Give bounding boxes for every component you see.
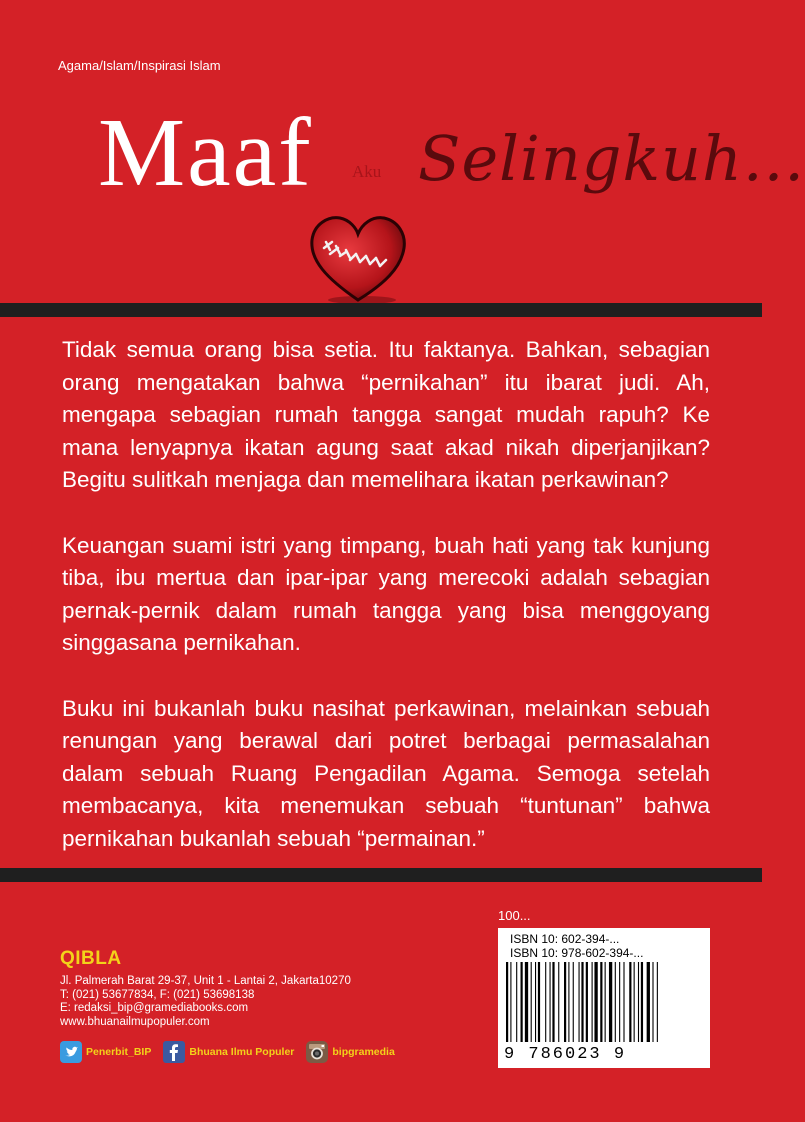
publisher-website: www.bhuanailmupopuler.com: [60, 1015, 210, 1028]
isbn-10-line: ISBN 10: 602-394-...: [510, 932, 620, 946]
barcode-icon: [502, 962, 706, 1048]
top-dark-band: [0, 303, 762, 317]
publisher-email: E: redaksi_bip@gramediabooks.com: [60, 1002, 249, 1014]
social-links: [60, 1040, 407, 1064]
publisher-logo: QIBLA: [60, 948, 122, 969]
blurb-paragraph-1: Tidak semua orang bisa setia. Itu faktanya. Bahkan, sebagian orang mengatakan bahwa “pernikahan” itu ibarat judi. Ah, mengapa sebagian rumah tangga sangat mudah rapuh? Ke mana lenyapnya ikatan agung saat akad nikah diperjanjikan? Begitu sulitkah menjaga dan memelihara ikatan perkawinan?: [62, 337, 710, 492]
facebook-icon: [163, 1041, 185, 1063]
publisher-contact: [60, 975, 351, 1029]
title-selingkuh: Selingkuh...: [418, 122, 805, 195]
isbn-box: [498, 928, 710, 1068]
stitched-heart-icon: [306, 212, 410, 306]
twitter-icon: [60, 1041, 82, 1063]
blurb: [62, 334, 710, 888]
category-label: Agama/Islam/Inspirasi Islam: [58, 58, 221, 73]
title-aku: Aku: [352, 162, 382, 181]
social-facebook[interactable]: [163, 1041, 294, 1063]
isbn-13-line: ISBN 10: 978-602-394-...: [510, 946, 644, 960]
barcode-digits: 9 786023 9: [504, 1045, 627, 1064]
social-instagram[interactable]: [306, 1041, 394, 1063]
title-maaf: Maaf: [98, 99, 313, 207]
blurb-paragraph-3: Buku ini bukanlah buku nasihat perkawinan, melainkan sebuah renungan yang berawal dari potret berbagai permasalahan dalam sebuah Ruang Pengadilan Agama. Semoga setelah membacanya, kita menemukan sebuah “tuntunan” bahwa pernikahan bukanlah sebuah “permainan.”: [62, 695, 710, 851]
social-instagram-label: bipgramedia: [332, 1046, 395, 1058]
social-facebook-label: Bhuana Ilmu Populer: [189, 1046, 295, 1058]
instagram-icon: [306, 1041, 328, 1063]
social-twitter[interactable]: [60, 1041, 151, 1063]
publisher-address: Jl. Palmerah Barat 29-37, Unit 1 - Lantai 2, Jakarta10270: [60, 975, 351, 987]
social-twitter-label: Penerbit_BIP: [86, 1046, 152, 1058]
publisher-phone: T: (021) 53677834, F: (021) 53698138: [60, 988, 255, 1001]
price-label: 100...: [498, 908, 531, 923]
blurb-paragraph-2: Keuangan suami istri yang timpang, buah hati yang tak kunjung tiba, ibu mertua dan ipar-ipar yang merecoki adalah sebagian pernak-pernik dalam rumah tangga yang bisa menggoyang singgasana pernikahan.: [62, 532, 710, 655]
bottom-dark-band: [0, 868, 762, 882]
